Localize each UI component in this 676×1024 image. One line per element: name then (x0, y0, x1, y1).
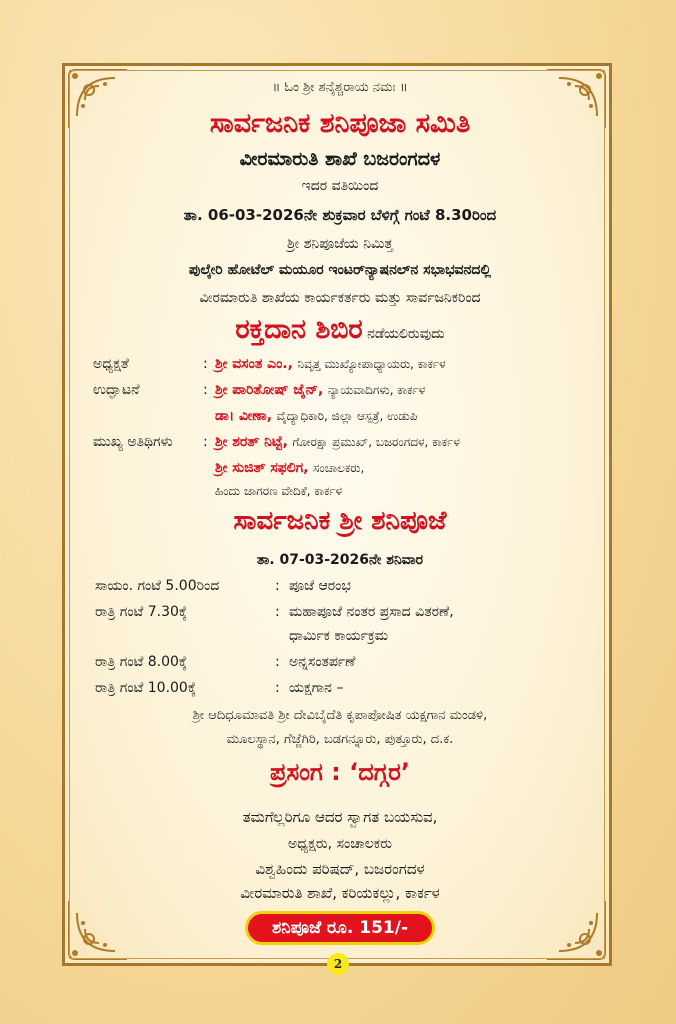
inauguration-row-2: ಡಾ। ವೀಣಾ, ವೈದ್ಯಾಧಿಕಾರಿ, ಜಿಲ್ಲಾ ಆಸ್ಪತ್ರೆ, ಉಡುಪಿ (215, 408, 418, 424)
corner-ornament-icon (543, 897, 609, 963)
event1-venue: ಪುಲ್ಕೇರಿ ಹೋಟೆಲ್ ಮಯೂರ ಇಂಟರ್‌ನ್ಯಾಷನಲ್‌ನ ಸಭಾಭವನದಲ್ಲಿ (188, 262, 492, 278)
event2-date: ತಾ. 07-03-2026ನೇ ಶನಿವಾರ (256, 552, 424, 568)
chief-guest-row-3: ಹಿಂದು ಜಾಗರಣ ವೇದಿಕೆ, ಕಾರ್ಕಳ (215, 484, 343, 498)
signatories-line: ಅಧ್ಯಕ್ಷರು, ಸಂಚಾಲಕರು (288, 836, 392, 852)
camp-heading (65, 314, 615, 346)
prasanga-line: ಪ್ರಸಂಗ : ‘ದಗ್ಗರ’ (270, 758, 410, 786)
schedule-row: ಧಾರ್ಮಿಕ ಕಾರ್ಯಕ್ರಮ (289, 628, 389, 644)
invitation-card (62, 63, 612, 966)
camp-suffix: ನಡೆಯಲಿರುವುದು (367, 326, 445, 342)
organisation-name: ವೀರಮಾರುತಿ ಶಾಖೆ ಬಜರಂಗದಳ (239, 148, 441, 170)
corner-ornament-icon (65, 897, 131, 963)
page-number: 2 (327, 953, 349, 975)
committee-title: ಸಾರ್ವಜನಿಕ ಶನಿಪೂಜಾ ಸಮಿತಿ (209, 108, 471, 139)
chief-guest-row-2: ಶ್ರೀ ಸುಜಿತ್ ಸಫಲಿಗ, ಸಂಚಾಲಕರು, (215, 460, 365, 476)
invocation-line: ॥ ಓಂ ಶ್ರೀ ಶನೈಶ್ಚರಾಯ ನಮಃ ॥ (272, 80, 408, 95)
schedule-row: ಸಾಯಂ. ಗಂಟೆ 5.00ರಿಂದ : ಪೂಜೆ ಆರಂಭ (95, 578, 351, 594)
event1-occasion: ಶ್ರೀ ಶನಿಪೂಜೆಯ ನಿಮಿತ್ತ (286, 236, 394, 252)
shanipooje-title: ಸಾರ್ವಜನಿಕ ಶ್ರೀ ಶನಿಪೂಜೆ (233, 506, 447, 536)
branch-line: ವೀರಮಾರುತಿ ಶಾಖೆ, ಕರಿಯಕಲ್ಲು, ಕಾರ್ಕಳ (240, 884, 440, 902)
blood-donation-camp-title: ರಕ್ತದಾನ ಶಿಬಿರ (235, 314, 363, 345)
troupe-line-1: ಶ್ರೀ ಆದಿಧೂಮಾವತಿ ಶ್ರೀ ದೇವಿಬೈದೆತಿ ಕೃಪಾಪೋಷಿತ ಯಕ್ಷಗಾನ ಮಂಡಳಿ, (192, 708, 488, 723)
schedule-row: ರಾತ್ರಿ ಗಂಟೆ 7.30ಕ್ಕೆ : ಮಹಾಪೂಜೆ ನಂತರ ಪ್ರಸಾದ ವಿತರಣೆ, (95, 604, 454, 620)
schedule-row: ರಾತ್ರಿ ಗಂಟೆ 10.00ಕ್ಕೆ : ಯಕ್ಷಗಾನ – (95, 680, 344, 696)
schedule-row: ರಾತ್ರಿ ಗಂಟೆ 8.00ಕ್ಕೆ : ಅನ್ನಸಂತರ್ಪಣೆ (95, 654, 356, 670)
parishad-line: ವಿಶ್ವಹಿಂದು ಪರಿಷದ್, ಬಜರಂಗದಳ (255, 860, 425, 878)
welcome-line: ತಮಗೆಲ್ಲರಿಗೂ ಆದರ ಸ್ವಾಗತ ಬಯಸುವ, (242, 808, 438, 826)
by-line: ಇದರ ವತಿಯಿಂದ (301, 178, 379, 194)
troupe-line-2: ಮೂಲಸ್ಥಾನ, ಗೆಜ್ಜೆಗಿರಿ, ಬಡಗನ್ನೂರು, ಪುತ್ತೂರು, ದ.ಕ. (226, 732, 454, 747)
event1-date: ತಾ. 06-03-2026ನೇ ಶುಕ್ರವಾರ ಬೆಳಿಗ್ಗೆ ಗಂಟೆ 8.30ರಿಂದ (183, 206, 497, 224)
event1-organisers: ವೀರಮಾರುತಿ ಶಾಖೆಯ ಕಾರ್ಯಕರ್ತರು ಮತ್ತು ಸಾರ್ವಜನಿಕರಿಂದ (199, 290, 481, 306)
chief-guest-row: ಮುಖ್ಯ ಅತಿಥಿಗಳು : ಶ್ರೀ ಶರತ್ ನಿಟ್ಟೆ, ಗೋರಕ್ಷಾ ಪ್ರಮುಖ್, ಬಜರಂಗದಳ, ಕಾರ್ಕಳ (93, 434, 460, 450)
inauguration-row: ಉದ್ಘಾಟನೆ : ಶ್ರೀ ಪಾರಿತೋಷ್ ಜೈನ್, ನ್ಯಾಯವಾದಿಗಳು, ಕಾರ್ಕಳ (93, 382, 426, 398)
pooja-fee-badge: ಶನಿಪೂಜೆ ರೂ. 151/- (245, 911, 435, 945)
president-row: ಅಧ್ಯಕ್ಷತೆ : ಶ್ರೀ ವಸಂತ ಎಂ., ನಿವೃತ್ತ ಮುಖ್ಯೋಪಾಧ್ಯಾಯರು, ಕಾರ್ಕಳ (93, 356, 446, 372)
